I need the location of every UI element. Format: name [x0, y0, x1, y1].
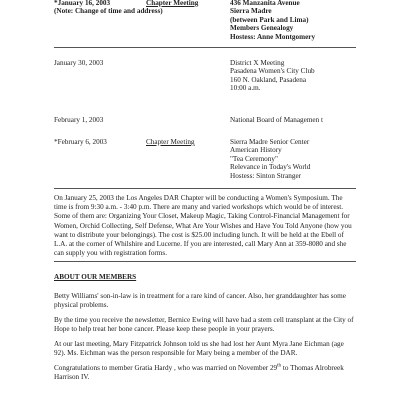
member-news-paragraph — [54, 364, 354, 382]
symposium-paragraph: On January 25, 2003 the Los Angeles DAR Chapter will be conducting a Women's Symposium. The time is from 9:30 a.m. - 3:40 p.m. There are many and varied workshops which would be of interest. Some of them are: Organizing Your Closet, Makeup Magic, Taking Control-Financial Management for Women, Orchid Collecting, Self Defense, What Are Your Wishes and Have You Told Anyone (how you want to distribute your belongings). The cost is $25.00 including lunch. It will be held at the Ebell of L.A. at the corner of Whilshire and Lucerne. If you are interested, call Mary Ann at 359-8080 and she can supply you with registration forms. — [54, 194, 352, 258]
event-details — [230, 59, 315, 93]
section-divider — [54, 261, 356, 262]
event-details — [230, 0, 315, 41]
event-note: (Note: Change of time and address) — [54, 7, 163, 15]
member-news-paragraph: At our last meeting, Mary Fitzpatrick Johnson told us she had lost her Aunt Myra Jane Eichman (age 92). Ms. Eichman was the person responsible for Mary being a member of the DAR. — [54, 340, 344, 358]
section-heading: ABOUT OUR MEMBERS — [54, 273, 137, 281]
event-detail-line: Hostess: Anne Montgomery — [230, 32, 316, 41]
section-divider — [54, 47, 356, 48]
event-detail-line: Sierra Madre Senior Center — [230, 138, 310, 146]
event-type: Chapter Meeting — [146, 138, 195, 146]
event-date: *January 16, 2003 — [54, 0, 111, 7]
event-details — [230, 138, 310, 180]
ordinal-suffix: th — [277, 363, 282, 369]
event-date: February 1, 2003 — [54, 116, 104, 124]
event-detail-line: Relevance in Today's World — [230, 163, 311, 172]
event-detail-line: District X Meeting — [230, 59, 285, 67]
event-date: January 30, 2003 — [54, 59, 104, 67]
congrats-text: to Thomas Alrobreek Harrison IV. — [54, 364, 344, 382]
event-date: *February 6, 2003 — [54, 138, 107, 146]
section-divider — [54, 188, 356, 189]
member-news-paragraph: By the time you receive the newsletter, Bernice Ewing will have had a stem cell transplant at the City of Hope to help treat her bone cancer. Please keep these people in your prayers. — [54, 316, 354, 334]
event-detail-line: Members Genealogy — [230, 24, 294, 33]
event-detail-line: Sierra Madre — [230, 7, 272, 16]
member-news-paragraph: Betty Williams' son-in-law is in treatment for a rare kind of cancer. Also, her granddaughter has some physical problems. — [54, 292, 346, 310]
event-detail-line: American History — [230, 146, 282, 155]
event-detail-line: 10:00 a.m. — [230, 84, 261, 93]
event-detail-line: Pasadena Women's City Club — [230, 67, 315, 76]
congrats-text: Congratulations to member Gratia Hardy , who was married on November 29 — [54, 364, 278, 372]
event-detail-line: (between Park and Lima) — [230, 15, 309, 24]
event-detail-line: National Board of Managemen t — [230, 116, 324, 124]
event-detail-line: 160 N. Oakland, Pasadena — [230, 75, 307, 84]
event-details — [230, 116, 323, 124]
event-detail-line: "Tea Ceremony" — [230, 154, 278, 163]
event-detail-line: 436 Manzanita Avenue — [230, 0, 300, 7]
event-detail-line: Hostess: Sinton Stranger — [230, 171, 302, 180]
event-type: Chapter Meeting — [146, 0, 199, 7]
